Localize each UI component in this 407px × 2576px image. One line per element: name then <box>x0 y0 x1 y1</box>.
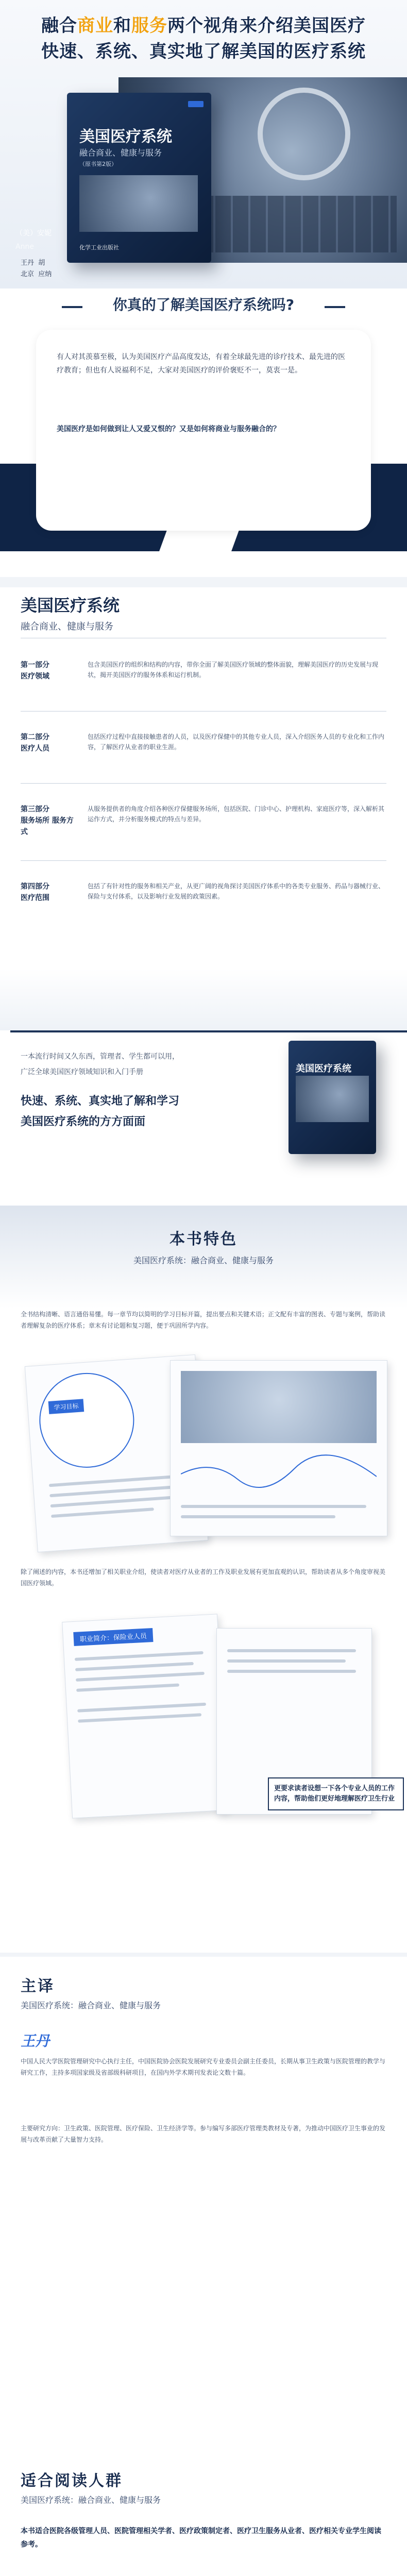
audience-text: 本书适合医院各级管理人员、医院管理相关学者、医疗政策制定者、医疗卫生服务从业者、医疗相关专业学生阅读参考。 <box>21 2527 381 2549</box>
question-card <box>36 330 371 531</box>
audience-subtitle: 美国医疗系统：融合商业、健康与服务 <box>21 2495 161 2505</box>
intro-title: 美国医疗系统 <box>21 596 120 615</box>
features-title-block <box>103 1226 304 1266</box>
book-cover <box>67 93 211 263</box>
part-divider <box>21 783 386 784</box>
question-title: 你真的了解美国医疗系统吗? <box>112 296 295 313</box>
intro-top-band <box>0 577 407 587</box>
question-section <box>0 289 407 577</box>
question-paragraph-2: 美国医疗是如何做到让人又爱又恨的？又是如何将商业与服务融合的？ <box>57 425 280 433</box>
learning-goals-tag: 学习目标 <box>48 1399 84 1414</box>
features-section <box>0 1206 407 1953</box>
pitch-section <box>0 1030 407 1206</box>
features-title: 本书特色 <box>169 1230 238 1248</box>
profile-callout: 更要求读者设想一下各个专业人员的工作内容，帮助他们更好地理解医疗卫生行业 <box>268 1777 404 1810</box>
profile-page <box>62 1614 228 1818</box>
book-publisher: 化学工业出版社 <box>79 244 119 251</box>
sample-line-chart <box>181 1453 377 1495</box>
learning-goals-circle <box>36 1370 137 1471</box>
book-cover-photo <box>79 175 198 232</box>
hero-section <box>0 0 407 289</box>
translator-name: 王丹 <box>21 2032 50 2049</box>
author-list: （美）安妮 Anne <box>15 229 52 251</box>
pitch-book-cover: 美国医疗系统 <box>289 1041 376 1154</box>
intro-section: 美国医疗系统 融合商业、健康与服务 第一部分 医疗领域 包含美国医疗的组织和结构的内容，带你全面了解美国医疗领域的整体面貌，理解美国医疗的历史发展与现状，揭开美国医疗的服务体系和运行机制。 第二部分 医疗人员 包括医疗过程中直接接触患者的人员，以及医疗保健中的其他专业人员，深入介绍医务人员的专业化和工作内容，了解医疗从业者的职业生涯。 第三部分 服务场所 服务方式 从服务提供者的角度介绍各种医疗保健服务场所，包括医院、门诊中心、护理机构、家庭医疗等，深入解析其运作方式，并分析服务模式的特点与差异。 第四部分 医疗范围 包括了有针对性的服务和相关产业，从更广阔的视角探讨美国医疗体系中的各类专业服务、药品与器械行业、保险与支付体系，以及影响行业发展的政策因素。 <box>0 577 407 1030</box>
translator-list: 王丹 胡 北京 应纳 <box>21 259 52 278</box>
hero-headline-2: 快速、系统、真实地了解美国的医疗系统 <box>41 41 366 62</box>
title-dash-right <box>325 306 345 308</box>
pitch-line-2: 广泛全球美国医疗领域知识和入门手册 <box>21 1068 143 1076</box>
title-dash-left <box>62 306 82 308</box>
hero-headline-1: 融合商业和服务两个视角来介绍美国医疗 <box>41 15 366 36</box>
translator-title: 主译 <box>21 1977 55 1995</box>
sample-page-photo <box>181 1371 377 1443</box>
features-subtitle: 美国医疗系统：融合商业、健康与服务 <box>133 1256 274 1265</box>
features-text-2: 除了阐述的内容，本书还增加了相关职业介绍，使读者对医疗从业者的工作及职业发展有更加直观的认识，帮助读者从多个角度审视美国医疗领域。 <box>21 1568 386 1587</box>
question-paragraph-1: 有人对其羡慕至极，认为美国医疗产品高度发达，有着全球最先进的诊疗技术、最先进的医疗教育；但也有人说福利不足，大家对美国医疗的评价褒贬不一，莫衷一是。 <box>57 353 345 375</box>
publisher-logo <box>188 101 204 107</box>
translator-title-block <box>21 1973 161 2011</box>
pitch-line-3: 快速、系统、真实地了解和学习 <box>21 1095 180 1108</box>
sample-page-right <box>170 1360 387 1536</box>
pitch-top-rule <box>10 1030 407 1032</box>
book-subtitle: 融合商业、健康与服务 <box>79 148 162 158</box>
audience-title-block <box>21 2468 161 2505</box>
translator-subtitle: 美国医疗系统：融合商业、健康与服务 <box>21 2001 161 2010</box>
part-divider <box>21 860 386 861</box>
audience-title: 适合阅读人群 <box>21 2472 123 2490</box>
features-text-1: 全书结构清晰、语言通俗易懂。每一章节均以简明的学习目标开篇，提出要点和关键术语；正文配有丰富的图表、专题与案例，帮助读者理解复杂的医疗体系；章末有讨论题和复习题，便于巩固所学内容。 <box>21 1311 386 1329</box>
translator-bio-1: 中国人民大学医院管理研究中心执行主任，中国医院协会医院发展研究专业委员会副主任委员，长期从事卫生政策与医院管理的教学与研究工作，主持多项国家级及省部级科研项目，在国内外学术期刊发表论文数十篇。 <box>21 2058 386 2076</box>
translator-bio-2: 主要研究方向：卫生政策、医院管理、医疗保险、卫生经济学等。参与编写多部医疗管理类教材及专著，为推动中国医疗卫生事业的发展与改革贡献了大量智力支持。 <box>21 2125 386 2143</box>
audience-section <box>0 2468 407 2576</box>
keyboard-icon <box>180 196 397 252</box>
profile-tag: 职业简介：保险业人员 <box>73 1628 153 1646</box>
pitch-line-4: 美国医疗系统的方方面面 <box>21 1115 146 1128</box>
stethoscope-icon <box>258 88 350 180</box>
pitch-line-1: 一本流行时间又久东西，管理者、学生都可以用， <box>21 1053 179 1061</box>
intro-subtitle: 融合商业、健康与服务 <box>21 621 113 632</box>
book-title: 美国医疗系统 <box>79 128 172 146</box>
book-edition: （原书第2版） <box>79 161 117 167</box>
intro-bottom-fade <box>0 969 407 1030</box>
translator-section <box>0 1953 407 2468</box>
